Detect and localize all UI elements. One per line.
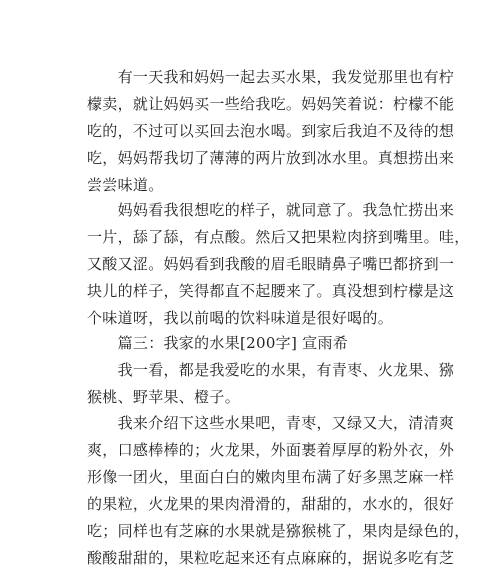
text-line: 有一天我和妈妈一起去买水果，我发觉那里也有柠 bbox=[87, 68, 455, 86]
text-line: 块儿的样子，笑得都直不起腰来了。真没想到柠檬是这 bbox=[87, 282, 455, 300]
text-line: 酸酸甜甜的，果粒吃起来还有点麻麻的，据说多吃有芝 bbox=[87, 549, 455, 567]
text-line: 形像一团火，里面白白的嫩肉里布满了好多黑芝麻一样 bbox=[87, 468, 455, 486]
section-heading bbox=[87, 330, 427, 357]
text-line: 个味道呀，我以前喝的饮料味道是很好喝的。 bbox=[87, 309, 394, 327]
paragraph-fruit-list bbox=[87, 357, 455, 411]
text-line: 的果粒，火龙果的果肉滑滑的，甜甜的，水水的，很好 bbox=[87, 495, 455, 513]
paragraph-fruit-description bbox=[87, 410, 470, 572]
text-line: 又酸又涩。妈妈看到我酸的眉毛眼睛鼻子嘴巴都挤到一 bbox=[87, 255, 455, 273]
text-line: 我来介绍下这些水果吧，青枣，又绿又大，清清爽 bbox=[87, 414, 455, 432]
paragraph-lemon-tasting bbox=[87, 197, 470, 332]
text-line: 尝尝味道。 bbox=[87, 176, 164, 194]
text-line: 吃；同样也有芝麻的水果就是猕猴桃了，果肉是绿色的， bbox=[87, 522, 470, 540]
text-line: 檬卖，就让妈妈买一些给我吃。妈妈笑着说：柠檬不能 bbox=[87, 95, 455, 113]
text-line: 吃的，不过可以买回去泡水喝。到家后我迫不及待的想 bbox=[87, 122, 455, 140]
paragraph-lemon-shopping bbox=[87, 64, 455, 199]
heading-line: 篇三：我家的水果[200字] 宣雨希 bbox=[87, 334, 349, 352]
text-line: 妈妈看我很想吃的样子，就同意了。我急忙捞出来 bbox=[87, 201, 455, 219]
text-line: 我一看，都是我爱吃的水果，有青枣、火龙果、猕 bbox=[87, 361, 455, 379]
text-line: 爽，口感棒棒的；火龙果，外面裹着厚厚的粉外衣，外 bbox=[87, 441, 455, 459]
text-line: 吃，妈妈帮我切了薄薄的两片放到冰水里。真想捞出来 bbox=[87, 149, 455, 167]
text-line: 猴桃、野苹果、橙子。 bbox=[87, 388, 241, 406]
text-line: 一片，舔了舔，有点酸。然后又把果粒肉挤到嘴里。哇， bbox=[87, 228, 470, 246]
